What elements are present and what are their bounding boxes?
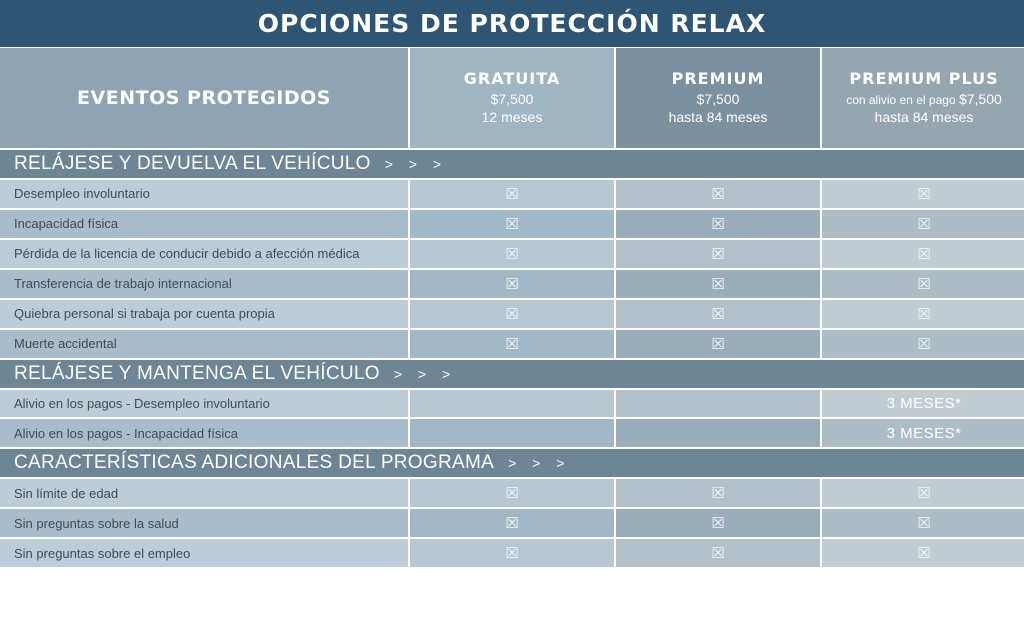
checkbox-checked-icon: ☒	[711, 244, 725, 263]
plan-value-cell	[822, 330, 1024, 358]
checkbox-checked-icon: ☒	[711, 334, 725, 353]
plan-value-cell	[410, 240, 614, 268]
checkbox-checked-icon: ☒	[505, 244, 519, 263]
checkbox-checked-icon: ☒	[711, 184, 725, 203]
plan-price-line	[846, 91, 1002, 109]
plan-price-prefix: con alivio en el pago	[846, 92, 956, 107]
section-title: RELÁJESE Y DEVUELVA EL VEHÍCULO	[14, 152, 371, 174]
event-label: Sin límite de edad	[0, 479, 408, 507]
plan-value-cell	[616, 300, 820, 328]
plan-value-cell	[822, 180, 1024, 208]
event-label: Quiebra personal si trabaja por cuenta propia	[0, 300, 408, 328]
event-label: Pérdida de la licencia de conducir debido a afección médica	[0, 240, 408, 268]
section-title: RELÁJESE Y MANTENGA EL VEHÍCULO	[14, 362, 380, 384]
checkbox-checked-icon: ☒	[505, 484, 519, 503]
plan-value-cell	[616, 509, 820, 537]
plan-price: $7,500	[696, 90, 740, 107]
plan-header-gratuita	[410, 48, 614, 148]
plan-value-cell	[616, 180, 820, 208]
event-label: Desempleo involuntario	[0, 180, 408, 208]
section-arrows: > > >	[393, 365, 457, 382]
checkbox-checked-icon: ☒	[711, 484, 725, 503]
plan-term: 12 meses	[481, 108, 543, 125]
coverage-months-value: 3 MESES*	[886, 394, 962, 412]
checkbox-checked-icon: ☒	[711, 214, 725, 233]
plan-term: hasta 84 meses	[668, 108, 768, 125]
checkbox-checked-icon: ☒	[917, 214, 931, 233]
plan-value-cell	[822, 210, 1024, 238]
plan-name: PREMIUM PLUS	[849, 69, 999, 89]
checkbox-checked-icon: ☒	[505, 184, 519, 203]
plan-value-cell	[822, 240, 1024, 268]
plan-term: hasta 84 meses	[874, 108, 974, 125]
plan-value-cell	[410, 330, 614, 358]
event-label: Sin preguntas sobre el empleo	[0, 539, 408, 567]
checkbox-checked-icon: ☒	[917, 184, 931, 203]
plan-value-cell	[410, 210, 614, 238]
plan-value-cell	[616, 390, 820, 418]
plan-value-cell	[822, 300, 1024, 328]
event-label: Muerte accidental	[0, 330, 408, 358]
section-title: CARACTERÍSTICAS ADICIONALES DEL PROGRAMA	[14, 452, 495, 474]
plan-value-cell	[410, 509, 614, 537]
checkbox-checked-icon: ☒	[711, 514, 725, 533]
plan-name: PREMIUM	[671, 69, 765, 89]
plan-value-cell	[616, 419, 820, 447]
event-label: Sin preguntas sobre la salud	[0, 509, 408, 537]
plan-header-premium	[616, 48, 820, 148]
checkbox-checked-icon: ☒	[505, 514, 519, 533]
checkbox-checked-icon: ☒	[505, 274, 519, 293]
section-header	[0, 150, 1024, 178]
checkbox-checked-icon: ☒	[917, 484, 931, 503]
plan-value-cell	[822, 270, 1024, 298]
plan-value-cell	[822, 419, 1024, 447]
checkbox-checked-icon: ☒	[917, 244, 931, 263]
checkbox-checked-icon: ☒	[917, 304, 931, 323]
event-label: Transferencia de trabajo internacional	[0, 270, 408, 298]
section-arrows: > > >	[508, 455, 571, 472]
plan-header-premium-plus	[822, 48, 1024, 148]
plan-value-cell	[410, 300, 614, 328]
section-header	[0, 360, 1024, 388]
event-label: Alivio en los pagos - Desempleo involuntario	[0, 390, 408, 418]
plan-price: $7,500	[958, 90, 1002, 107]
section-arrows: > > >	[384, 155, 448, 172]
event-label: Alivio en los pagos - Incapacidad física	[0, 419, 408, 447]
plan-value-cell	[410, 479, 614, 507]
plan-value-cell	[616, 330, 820, 358]
plan-value-cell	[822, 479, 1024, 507]
plan-value-cell	[410, 539, 614, 567]
checkbox-checked-icon: ☒	[917, 544, 931, 563]
table-title: OPCIONES DE PROTECCIÓN RELAX	[0, 0, 1024, 47]
plan-value-cell	[822, 509, 1024, 537]
checkbox-checked-icon: ☒	[711, 544, 725, 563]
checkbox-checked-icon: ☒	[505, 544, 519, 563]
plan-value-cell	[410, 390, 614, 418]
plan-value-cell	[822, 390, 1024, 418]
plan-value-cell	[616, 240, 820, 268]
checkbox-checked-icon: ☒	[505, 214, 519, 233]
checkbox-checked-icon: ☒	[711, 304, 725, 323]
checkbox-checked-icon: ☒	[917, 274, 931, 293]
checkbox-checked-icon: ☒	[917, 334, 931, 353]
plan-value-cell	[616, 479, 820, 507]
checkbox-checked-icon: ☒	[711, 274, 725, 293]
plan-value-cell	[410, 419, 614, 447]
plan-value-cell	[822, 539, 1024, 567]
plan-name: GRATUITA	[463, 69, 561, 89]
checkbox-checked-icon: ☒	[505, 334, 519, 353]
comparison-grid	[0, 48, 1024, 627]
plan-value-cell	[616, 539, 820, 567]
plan-value-cell	[410, 270, 614, 298]
plan-value-cell	[616, 270, 820, 298]
plan-price: $7,500	[490, 90, 534, 107]
event-label: Incapacidad física	[0, 210, 408, 238]
checkbox-checked-icon: ☒	[505, 304, 519, 323]
section-header	[0, 449, 1024, 477]
coverage-months-value: 3 MESES*	[886, 424, 962, 442]
plan-value-cell	[410, 180, 614, 208]
events-column-header: EVENTOS PROTEGIDOS	[0, 48, 408, 148]
checkbox-checked-icon: ☒	[917, 514, 931, 533]
plan-value-cell	[616, 210, 820, 238]
